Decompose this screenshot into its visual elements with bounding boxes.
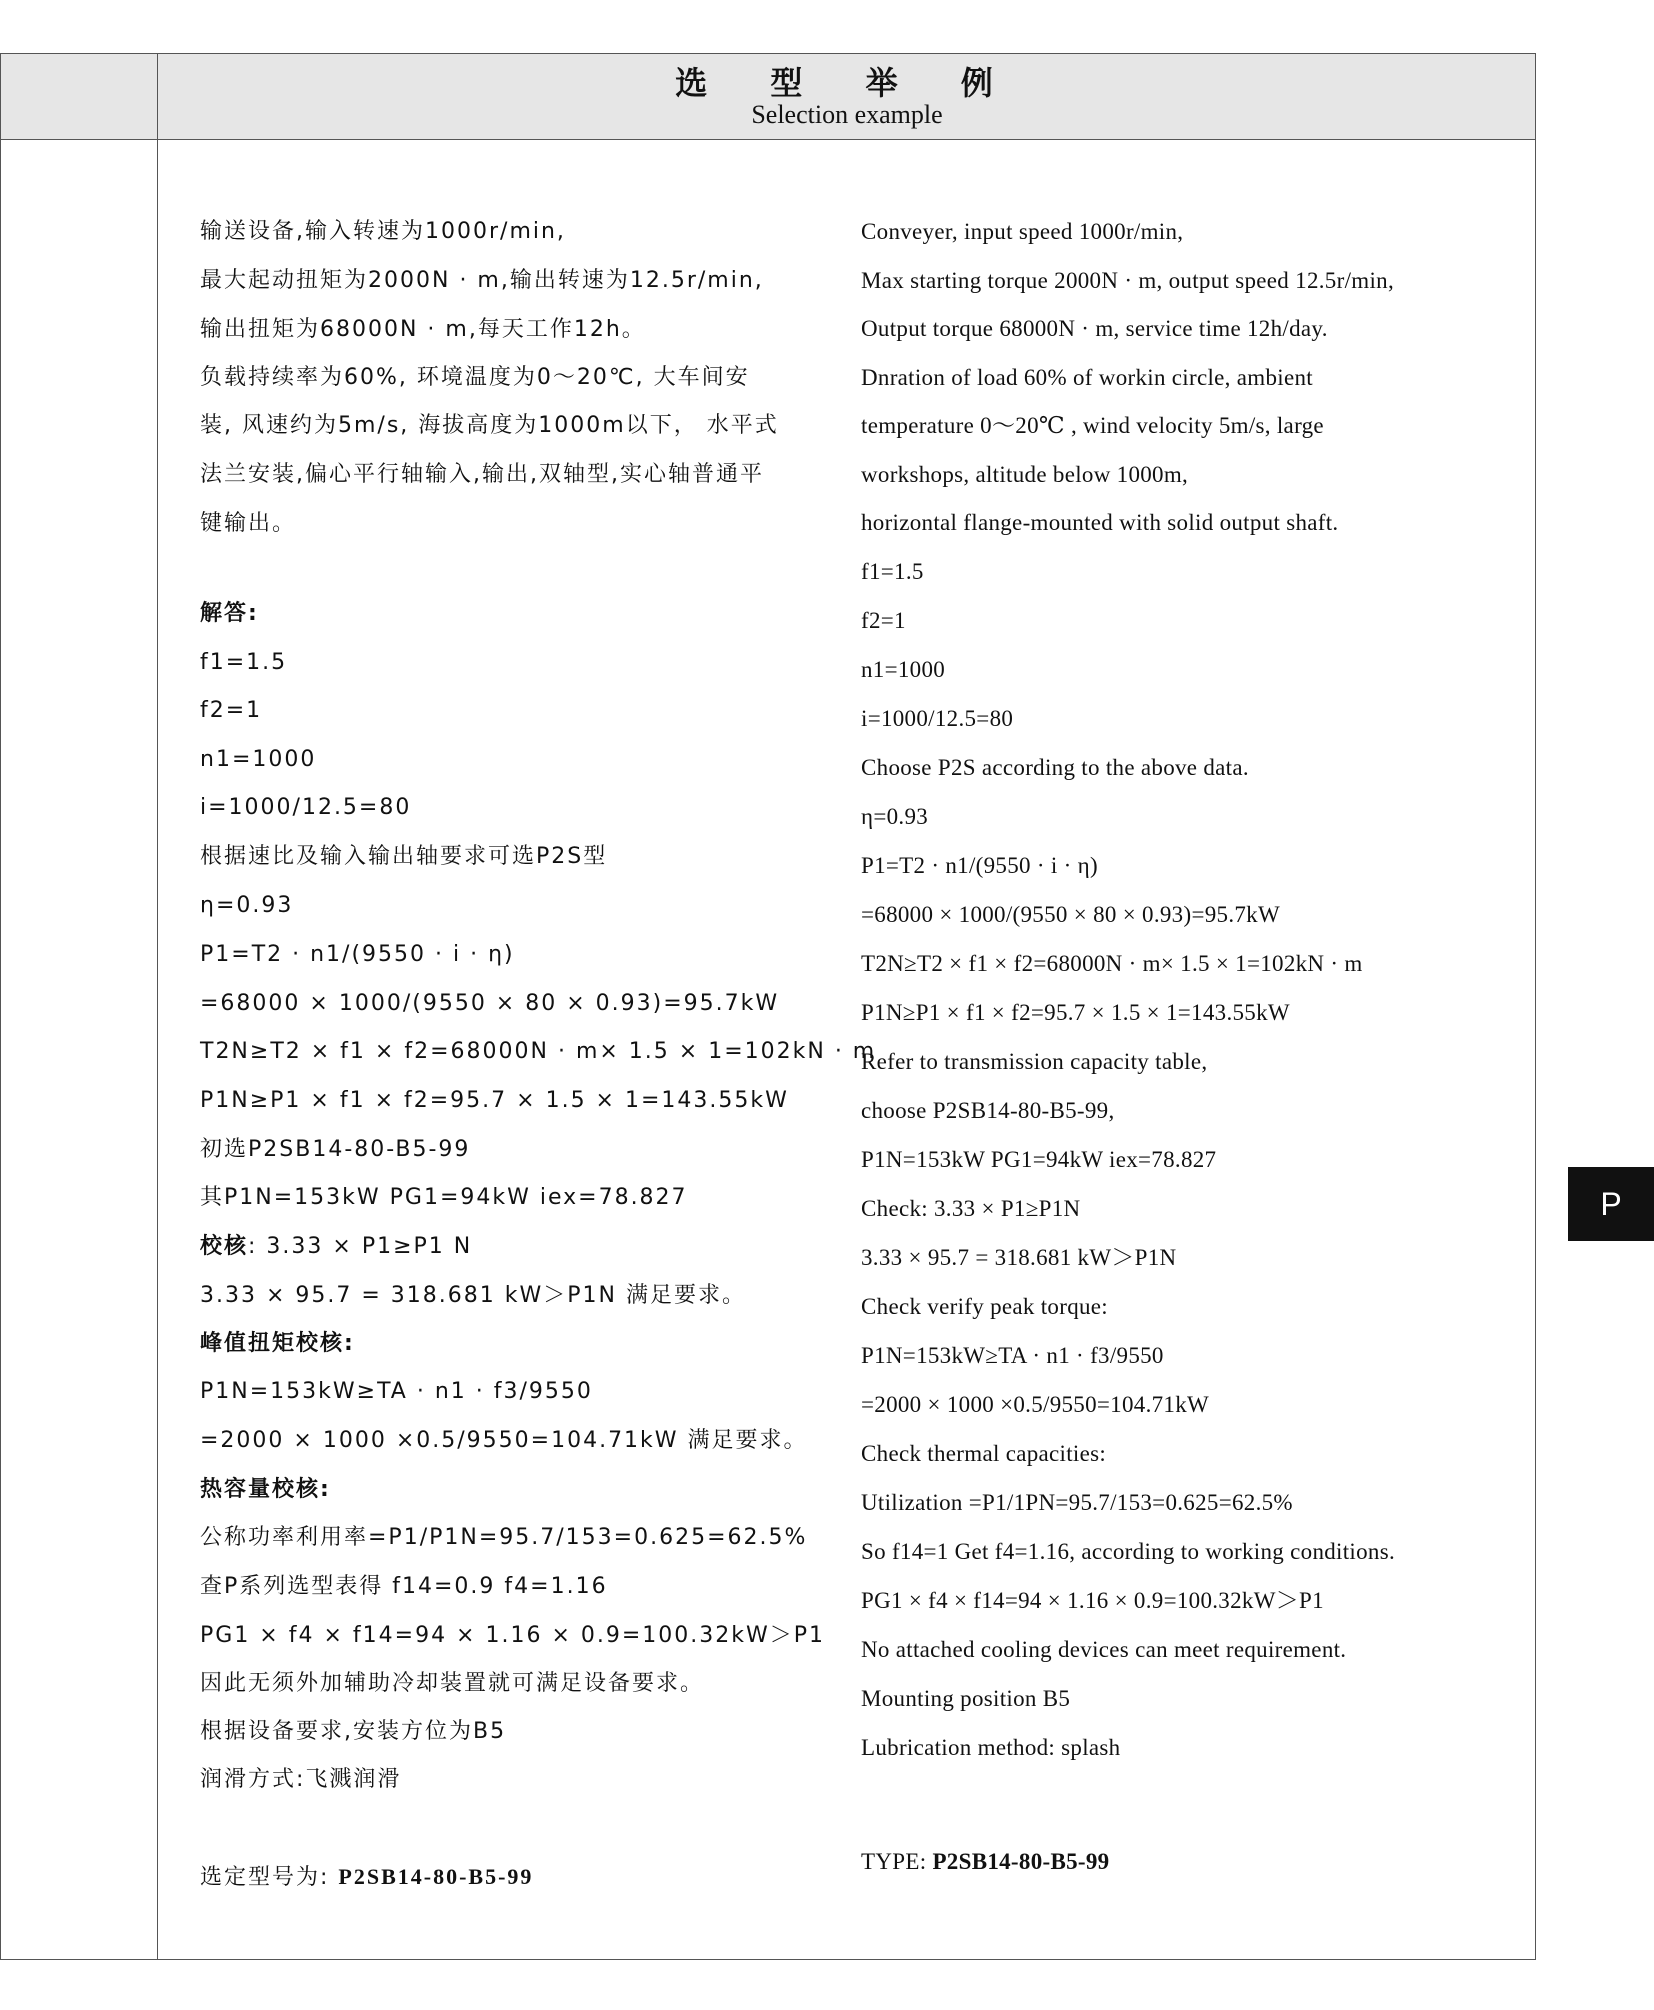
- en-line-13: η=0.93: [861, 804, 929, 829]
- en-line-24: P1N=153kW≥TA · n1 · f3/9550: [861, 1343, 1164, 1368]
- cn-line-21: 校核: 3.33 × P1≥P1 N: [200, 1234, 473, 1259]
- en-line-16: T2N≥T2 × f1 × f2=68000N · m× 1.5 × 1=102kN · m: [861, 951, 1363, 976]
- cn-line-22: 3.33 × 95.7 = 318.681 kW＞P1N 满足要求。: [200, 1283, 746, 1308]
- en-line-10: n1=1000: [861, 657, 946, 682]
- en-line-12: Choose P2S according to the above data.: [861, 755, 1249, 780]
- cn-line-25: =2000 × 1000 ×0.5/9550=104.71kW 满足要求。: [200, 1428, 808, 1453]
- cn-line-20: 其P1N=153kW PG1=94kW iex=78.827: [200, 1185, 688, 1210]
- en-line-20: P1N=153kW PG1=94kW iex=78.827: [861, 1147, 1217, 1172]
- cn-line-13: 根据速比及输入输出轴要求可选P2S型: [200, 844, 608, 869]
- header-band: [0, 53, 1536, 140]
- en-line-21: Check: 3.33 × P1≥P1N: [861, 1196, 1081, 1221]
- en-line-7: horizontal flange-mounted with solid output shaft.: [861, 510, 1339, 535]
- left-margin-divider: [157, 53, 158, 1960]
- cn-line-8: 解答:: [200, 601, 259, 626]
- en-line-23: Check verify peak torque:: [861, 1294, 1108, 1319]
- en-line-26: Check thermal capacities:: [861, 1441, 1107, 1466]
- en-line-18: Refer to transmission capacity table,: [861, 1049, 1208, 1074]
- en-line-2: Max starting torque 2000N · m, output speed 12.5r/min,: [861, 268, 1394, 293]
- cn-line-2: 最大起动扭矩为2000N · m,输出转速为12.5r/min,: [200, 268, 764, 293]
- en-line-32: Lubrication method: splash: [861, 1735, 1121, 1760]
- cn-line-11: n1=1000: [200, 747, 317, 772]
- page-subtitle: Selection example: [751, 100, 943, 129]
- en-line-11: i=1000/12.5=80: [861, 706, 1014, 731]
- cn-line-24: P1N=153kW≥TA · n1 · f3/9550: [200, 1379, 593, 1404]
- cn-line-17: T2N≥T2 × f1 × f2=68000N · m× 1.5 × 1=102kN · m: [200, 1039, 877, 1064]
- cn-line-1: 输送设备,输入转速为1000r/min,: [200, 219, 566, 244]
- cn-line-18: P1N≥P1 × f1 × f2=95.7 × 1.5 × 1=143.55kW: [200, 1088, 789, 1113]
- cn-line-33: 选定型号为: P2SB14-80-B5-99: [200, 1864, 534, 1890]
- cn-line-4: 负载持续率为60%, 环境温度为0～20℃, 大车间安: [200, 365, 750, 390]
- en-line-33: TYPE: P2SB14-80-B5-99: [861, 1849, 1110, 1874]
- en-line-14: P1=T2 · n1/(9550 · i · η): [861, 853, 1098, 878]
- cn-line-32: 润滑方式:飞溅润滑: [200, 1767, 402, 1792]
- cn-line-28: 查P系列选型表得 f14=0.9 f4=1.16: [200, 1574, 608, 1599]
- cn-line-7: 键输出。: [200, 511, 297, 536]
- en-line-3: Output torque 68000N · m, service time 12h/day.: [861, 316, 1328, 341]
- cn-line-19: 初选P2SB14-80-B5-99: [200, 1137, 471, 1162]
- en-line-19: choose P2SB14-80-B5-99,: [861, 1098, 1115, 1123]
- cn-line-5: 装, 风速约为5m/s, 海拔高度为1000m以下， 水平式: [200, 413, 779, 438]
- en-line-8: f1=1.5: [861, 559, 924, 584]
- cn-line-12: i=1000/12.5=80: [200, 795, 412, 820]
- en-line-27: Utilization =P1/1PN=95.7/153=0.625=62.5%: [861, 1490, 1293, 1515]
- en-line-17: P1N≥P1 × f1 × f2=95.7 × 1.5 × 1=143.55kW: [861, 1000, 1290, 1025]
- cn-line-10: f2=1: [200, 698, 263, 723]
- en-line-5: temperature 0～20℃ , wind velocity 5m/s, large: [861, 413, 1324, 438]
- en-line-22: 3.33 × 95.7 = 318.681 kW＞P1N: [861, 1245, 1177, 1270]
- cn-line-16: =68000 × 1000/(9550 × 80 × 0.93)=95.7kW: [200, 991, 780, 1016]
- en-line-6: workshops, altitude below 1000m,: [861, 462, 1189, 487]
- en-line-28: So f14=1 Get f4=1.16, according to working conditions.: [861, 1539, 1396, 1564]
- cn-line-23: 峰值扭矩校核:: [200, 1331, 355, 1356]
- en-line-25: =2000 × 1000 ×0.5/9550=104.71kW: [861, 1392, 1210, 1417]
- en-line-29: PG1 × f4 × f14=94 × 1.16 × 0.9=100.32kW＞P1: [861, 1588, 1324, 1613]
- en-line-30: No attached cooling devices can meet requirement.: [861, 1637, 1347, 1662]
- cn-line-31: 根据设备要求,安装方位为B5: [200, 1719, 507, 1744]
- en-line-4: Dnration of load 60% of workin circle, ambient: [861, 365, 1313, 390]
- cn-line-27: 公称功率利用率=P1/P1N=95.7/153=0.625=62.5%: [200, 1525, 808, 1550]
- cn-line-15: P1=T2 · n1/(9550 · i · η): [200, 942, 515, 967]
- page-title: 选 型 举 例: [675, 64, 1019, 102]
- cn-line-6: 法兰安装,偏心平行轴输入,输出,双轴型,实心轴普通平: [200, 462, 764, 487]
- cn-line-3: 输出扭矩为68000N · m,每天工作12h。: [200, 317, 646, 342]
- cn-line-26: 热容量校核:: [200, 1477, 331, 1502]
- en-line-9: f2=1: [861, 608, 906, 633]
- section-tab[interactable]: P: [1568, 1167, 1654, 1241]
- en-line-1: Conveyer, input speed 1000r/min,: [861, 219, 1184, 244]
- cn-line-30: 因此无须外加辅助冷却装置就可满足设备要求。: [200, 1671, 705, 1696]
- cn-line-9: f1=1.5: [200, 650, 288, 675]
- cn-line-29: PG1 × f4 × f14=94 × 1.16 × 0.9=100.32kW＞P1: [200, 1623, 826, 1648]
- cn-line-14: η=0.93: [200, 893, 294, 918]
- en-line-31: Mounting position B5: [861, 1686, 1071, 1711]
- en-line-15: =68000 × 1000/(9550 × 80 × 0.93)=95.7kW: [861, 902, 1280, 927]
